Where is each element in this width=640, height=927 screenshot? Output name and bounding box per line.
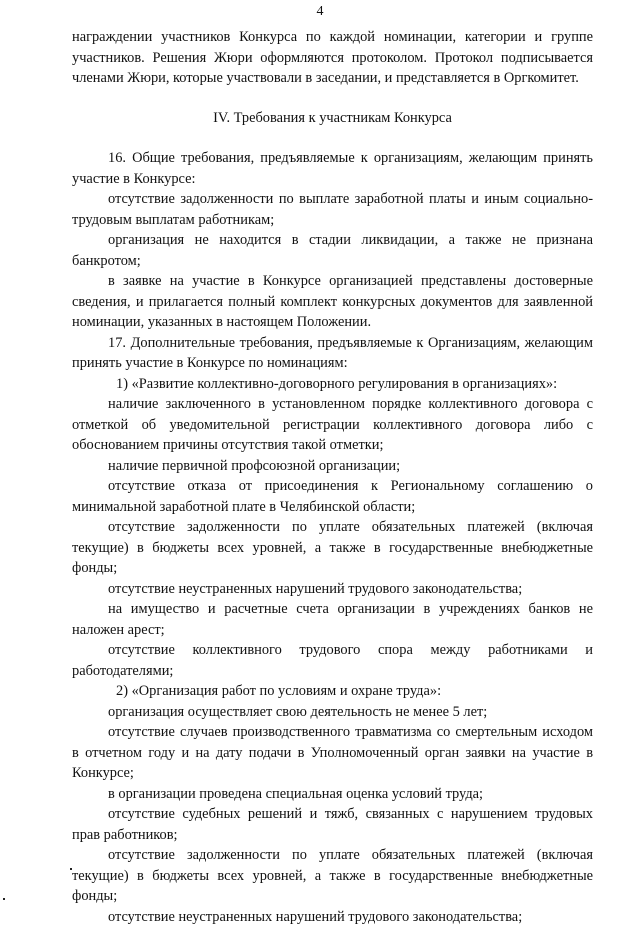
- page-number: 4: [0, 4, 640, 20]
- document-body: [72, 27, 593, 927]
- paragraph: организация осуществляет свою деятельность не менее 5 лет;: [72, 702, 593, 723]
- paragraph: отсутствие судебных решений и тяжб, связанных с нарушением трудовых прав работников;: [72, 804, 593, 845]
- paragraph: в заявке на участие в Конкурсе организацией представлены достоверные сведения, и прилагается полный комплект конкурсных документов для заявленной номинации, указанных в настоящем Положении.: [72, 271, 593, 333]
- scan-speck: [70, 868, 72, 870]
- nomination-2-heading: 2) «Организация работ по условиям и охране труда»:: [72, 681, 593, 702]
- paragraph: организация не находится в стадии ликвидации, а также не признана банкротом;: [72, 230, 593, 271]
- paragraph: наличие первичной профсоюзной организации;: [72, 456, 593, 477]
- paragraph: в организации проведена специальная оценка условий труда;: [72, 784, 593, 805]
- paragraph: наличие заключенного в установленном порядке коллективного договора с отметкой об уведомительной регистрации коллективного договора либо с обоснованием причины отсутствия такой отметки;: [72, 394, 593, 456]
- paragraph-item-17: 17. Дополнительные требования, предъявляемые к Организациям, желающим принять участие в Конкурсе по номинациям:: [72, 333, 593, 374]
- paragraph: отсутствие задолженности по уплате обязательных платежей (включая текущие) в бюджеты всех уровней, а также в государственные внебюджетные фонды;: [72, 845, 593, 907]
- paragraph: отсутствие коллективного трудового спора между работниками и работодателями;: [72, 640, 593, 681]
- paragraph-item-16: 16. Общие требования, предъявляемые к организациям, желающим принять участие в Конкурсе:: [72, 148, 593, 189]
- nomination-1-heading: 1) «Развитие коллективно-договорного регулирования в организациях»:: [72, 374, 593, 395]
- scan-speck: [3, 898, 5, 900]
- paragraph: отсутствие отказа от присоединения к Региональному соглашению о минимальной заработной плате в Челябинской области;: [72, 476, 593, 517]
- paragraph-continuation: награждении участников Конкурса по каждой номинации, категории и группе участников. Решения Жюри оформляются протоколом. Протокол подписывается членами Жюри, которые участвовали в заседании, и представляется в Оргкомитет.: [72, 27, 593, 89]
- paragraph: отсутствие задолженности по уплате обязательных платежей (включая текущие) в бюджеты всех уровней, а также в государственные внебюджетные фонды;: [72, 517, 593, 579]
- paragraph: отсутствие неустраненных нарушений трудового законодательства;: [72, 579, 593, 600]
- paragraph: на имущество и расчетные счета организации в учреждениях банков не наложен арест;: [72, 599, 593, 640]
- paragraph: отсутствие неустраненных нарушений трудового законодательства;: [72, 907, 593, 927]
- paragraph: отсутствие задолженности по выплате заработной платы и иным социально-трудовым выплатам работникам;: [72, 189, 593, 230]
- section-heading: IV. Требования к участникам Конкурса: [72, 89, 593, 149]
- paragraph: отсутствие случаев производственного травматизма со смертельным исходом в отчетном году и на дату подачи в Уполномоченный орган заявки на участие в Конкурсе;: [72, 722, 593, 784]
